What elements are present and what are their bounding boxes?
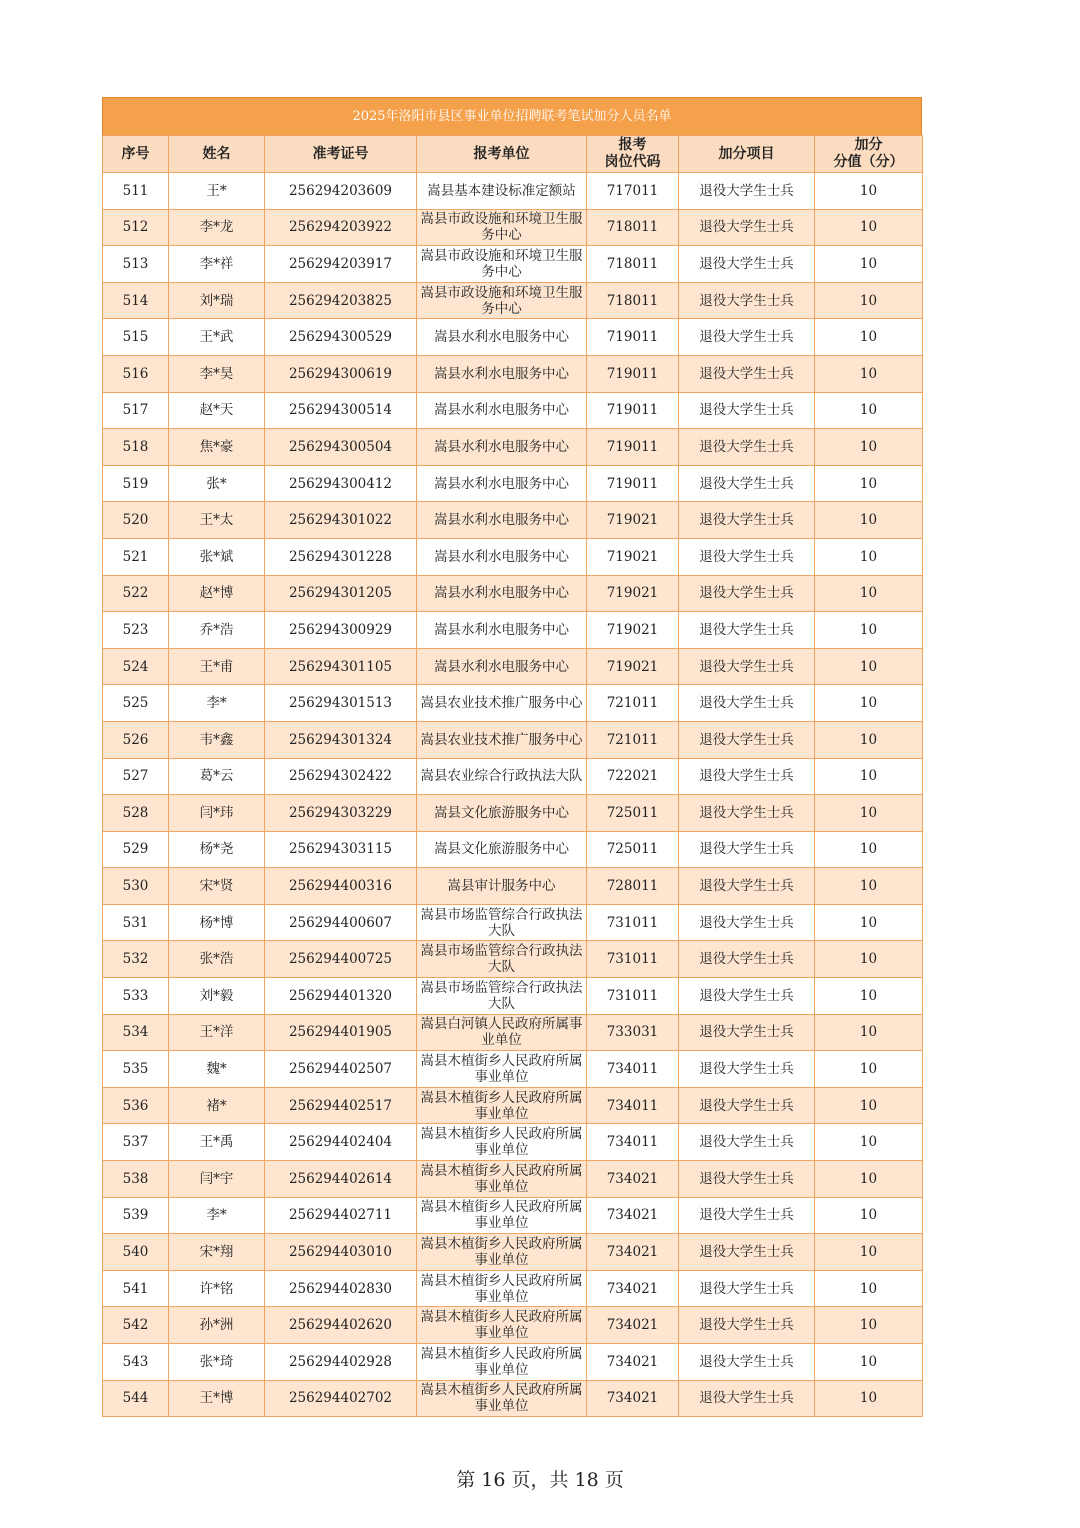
table-row (103, 282, 923, 319)
cell-ticket-no: 256294301205 (265, 575, 417, 612)
cell-name: 宋*翔 (169, 1234, 265, 1271)
cell-unit: 嵩县木植街乡人民政府所属事业单位 (417, 1380, 587, 1417)
cell-name: 张*斌 (169, 538, 265, 575)
table-row (103, 173, 923, 210)
cell-bonus-points: 10 (815, 978, 923, 1015)
cell-ticket-no: 256294301105 (265, 648, 417, 685)
cell-post-code: 719021 (587, 648, 679, 685)
cell-name: 张* (169, 465, 265, 502)
cell-name: 王*禹 (169, 1124, 265, 1161)
cell-bonus-points: 10 (815, 1380, 923, 1417)
cell-unit: 嵩县农业技术推广服务中心 (417, 685, 587, 722)
cell-ticket-no: 256294402711 (265, 1197, 417, 1234)
cell-bonus-item: 退役大学生士兵 (679, 1124, 815, 1161)
table-row (103, 1014, 923, 1051)
table-header (103, 136, 923, 173)
cell-ticket-no: 256294203825 (265, 282, 417, 319)
cell-unit: 嵩县市政设施和环境卫生服务中心 (417, 282, 587, 319)
cell-seq: 529 (103, 831, 169, 868)
cell-name: 张*琦 (169, 1344, 265, 1381)
cell-seq: 540 (103, 1234, 169, 1271)
cell-post-code: 728011 (587, 868, 679, 905)
cell-seq: 535 (103, 1051, 169, 1088)
cell-unit: 嵩县木植街乡人民政府所属事业单位 (417, 1197, 587, 1234)
cell-ticket-no: 256294402614 (265, 1161, 417, 1198)
cell-bonus-points: 10 (815, 1014, 923, 1051)
cell-post-code: 734011 (587, 1051, 679, 1088)
table-row (103, 831, 923, 868)
cell-bonus-item: 退役大学生士兵 (679, 575, 815, 612)
cell-bonus-item: 退役大学生士兵 (679, 173, 815, 210)
cell-bonus-points: 10 (815, 941, 923, 978)
cell-seq: 525 (103, 685, 169, 722)
cell-unit: 嵩县文化旅游服务中心 (417, 831, 587, 868)
cell-bonus-item: 退役大学生士兵 (679, 538, 815, 575)
cell-post-code: 718011 (587, 246, 679, 283)
cell-post-code: 721011 (587, 721, 679, 758)
cell-ticket-no: 256294300619 (265, 355, 417, 392)
header-name: 姓名 (169, 136, 265, 173)
cell-post-code: 725011 (587, 795, 679, 832)
cell-name: 韦*鑫 (169, 721, 265, 758)
cell-post-code: 734021 (587, 1161, 679, 1198)
table-row (103, 209, 923, 246)
cell-ticket-no: 256294301022 (265, 502, 417, 539)
cell-post-code: 734011 (587, 1124, 679, 1161)
cell-unit: 嵩县市政设施和环境卫生服务中心 (417, 209, 587, 246)
cell-name: 王*武 (169, 319, 265, 356)
cell-post-code: 717011 (587, 173, 679, 210)
cell-bonus-item: 退役大学生士兵 (679, 502, 815, 539)
cell-name: 乔*浩 (169, 612, 265, 649)
cell-bonus-item: 退役大学生士兵 (679, 1307, 815, 1344)
cell-post-code: 718011 (587, 209, 679, 246)
cell-bonus-points: 10 (815, 319, 923, 356)
cell-name: 赵*博 (169, 575, 265, 612)
cell-bonus-points: 10 (815, 282, 923, 319)
cell-bonus-points: 10 (815, 173, 923, 210)
cell-seq: 522 (103, 575, 169, 612)
cell-post-code: 718011 (587, 282, 679, 319)
cell-post-code: 734021 (587, 1380, 679, 1417)
table-row (103, 1197, 923, 1234)
cell-unit: 嵩县木植街乡人民政府所属事业单位 (417, 1051, 587, 1088)
cell-bonus-points: 10 (815, 904, 923, 941)
cell-bonus-item: 退役大学生士兵 (679, 355, 815, 392)
cell-post-code: 731011 (587, 904, 679, 941)
cell-ticket-no: 256294301324 (265, 721, 417, 758)
cell-seq: 524 (103, 648, 169, 685)
cell-seq: 519 (103, 465, 169, 502)
cell-bonus-item: 退役大学生士兵 (679, 648, 815, 685)
cell-bonus-points: 10 (815, 502, 923, 539)
header-unit: 报考单位 (417, 136, 587, 173)
cell-ticket-no: 256294402830 (265, 1270, 417, 1307)
cell-bonus-points: 10 (815, 392, 923, 429)
cell-seq: 520 (103, 502, 169, 539)
cell-bonus-points: 10 (815, 429, 923, 466)
cell-post-code: 719021 (587, 612, 679, 649)
table-row (103, 648, 923, 685)
cell-unit: 嵩县木植街乡人民政府所属事业单位 (417, 1270, 587, 1307)
cell-unit: 嵩县水利水电服务中心 (417, 355, 587, 392)
cell-ticket-no: 256294301228 (265, 538, 417, 575)
cell-bonus-points: 10 (815, 246, 923, 283)
table-row (103, 1270, 923, 1307)
cell-name: 李* (169, 685, 265, 722)
cell-ticket-no: 256294400607 (265, 904, 417, 941)
cell-bonus-points: 10 (815, 1161, 923, 1198)
table-row (103, 758, 923, 795)
cell-name: 魏* (169, 1051, 265, 1088)
cell-bonus-item: 退役大学生士兵 (679, 1161, 815, 1198)
cell-unit: 嵩县木植街乡人民政府所属事业单位 (417, 1307, 587, 1344)
table-row (103, 1051, 923, 1088)
cell-bonus-points: 10 (815, 355, 923, 392)
cell-name: 杨*尧 (169, 831, 265, 868)
cell-seq: 531 (103, 904, 169, 941)
table-body (103, 173, 923, 1417)
cell-post-code: 719011 (587, 355, 679, 392)
cell-name: 李*昊 (169, 355, 265, 392)
cell-seq: 511 (103, 173, 169, 210)
cell-bonus-item: 退役大学生士兵 (679, 209, 815, 246)
cell-bonus-item: 退役大学生士兵 (679, 941, 815, 978)
cell-unit: 嵩县农业技术推广服务中心 (417, 721, 587, 758)
cell-bonus-points: 10 (815, 648, 923, 685)
cell-seq: 514 (103, 282, 169, 319)
cell-bonus-points: 10 (815, 1197, 923, 1234)
cell-seq: 543 (103, 1344, 169, 1381)
cell-seq: 527 (103, 758, 169, 795)
cell-ticket-no: 256294300529 (265, 319, 417, 356)
cell-name: 杨*博 (169, 904, 265, 941)
header-row (103, 136, 923, 173)
cell-bonus-item: 退役大学生士兵 (679, 685, 815, 722)
cell-bonus-points: 10 (815, 1270, 923, 1307)
cell-bonus-item: 退役大学生士兵 (679, 612, 815, 649)
cell-post-code: 722021 (587, 758, 679, 795)
cell-bonus-points: 10 (815, 831, 923, 868)
cell-unit: 嵩县水利水电服务中心 (417, 429, 587, 466)
table-row (103, 355, 923, 392)
cell-seq: 534 (103, 1014, 169, 1051)
cell-bonus-item: 退役大学生士兵 (679, 1234, 815, 1271)
table-row (103, 795, 923, 832)
cell-bonus-item: 退役大学生士兵 (679, 868, 815, 905)
cell-seq: 533 (103, 978, 169, 1015)
cell-seq: 518 (103, 429, 169, 466)
cell-bonus-points: 10 (815, 612, 923, 649)
cell-name: 闫*宇 (169, 1161, 265, 1198)
cell-unit: 嵩县市场监管综合行政执法大队 (417, 941, 587, 978)
cell-unit: 嵩县木植街乡人民政府所属事业单位 (417, 1234, 587, 1271)
header-post-code: 报考 岗位代码 (587, 136, 679, 173)
cell-post-code: 719021 (587, 575, 679, 612)
cell-ticket-no: 256294300412 (265, 465, 417, 502)
cell-bonus-points: 10 (815, 1124, 923, 1161)
table-row (103, 1087, 923, 1124)
cell-seq: 536 (103, 1087, 169, 1124)
cell-bonus-points: 10 (815, 1307, 923, 1344)
table-row (103, 1380, 923, 1417)
cell-post-code: 719011 (587, 465, 679, 502)
cell-post-code: 721011 (587, 685, 679, 722)
cell-ticket-no: 256294300929 (265, 612, 417, 649)
cell-ticket-no: 256294401320 (265, 978, 417, 1015)
cell-ticket-no: 256294301513 (265, 685, 417, 722)
cell-bonus-points: 10 (815, 758, 923, 795)
cell-unit: 嵩县木植街乡人民政府所属事业单位 (417, 1344, 587, 1381)
roster-table (102, 135, 923, 1417)
cell-bonus-item: 退役大学生士兵 (679, 1344, 815, 1381)
cell-ticket-no: 256294203609 (265, 173, 417, 210)
cell-name: 王*博 (169, 1380, 265, 1417)
cell-post-code: 719011 (587, 392, 679, 429)
cell-unit: 嵩县市场监管综合行政执法大队 (417, 904, 587, 941)
cell-post-code: 731011 (587, 978, 679, 1015)
cell-name: 焦*豪 (169, 429, 265, 466)
cell-name: 宋*贤 (169, 868, 265, 905)
table-row (103, 429, 923, 466)
cell-unit: 嵩县木植街乡人民政府所属事业单位 (417, 1124, 587, 1161)
cell-name: 李* (169, 1197, 265, 1234)
cell-post-code: 734021 (587, 1344, 679, 1381)
cell-bonus-points: 10 (815, 1087, 923, 1124)
cell-bonus-item: 退役大学生士兵 (679, 282, 815, 319)
cell-seq: 517 (103, 392, 169, 429)
cell-post-code: 719011 (587, 429, 679, 466)
table-row (103, 246, 923, 283)
cell-post-code: 731011 (587, 941, 679, 978)
cell-post-code: 725011 (587, 831, 679, 868)
table-row (103, 941, 923, 978)
cell-seq: 526 (103, 721, 169, 758)
cell-bonus-item: 退役大学生士兵 (679, 1270, 815, 1307)
cell-bonus-item: 退役大学生士兵 (679, 978, 815, 1015)
cell-post-code: 719021 (587, 502, 679, 539)
cell-bonus-item: 退役大学生士兵 (679, 721, 815, 758)
cell-name: 王*太 (169, 502, 265, 539)
header-bonus-item: 加分项目 (679, 136, 815, 173)
cell-bonus-points: 10 (815, 575, 923, 612)
table-row (103, 392, 923, 429)
cell-unit: 嵩县水利水电服务中心 (417, 392, 587, 429)
cell-unit: 嵩县市场监管综合行政执法大队 (417, 978, 587, 1015)
cell-seq: 530 (103, 868, 169, 905)
cell-bonus-item: 退役大学生士兵 (679, 758, 815, 795)
cell-unit: 嵩县市政设施和环境卫生服务中心 (417, 246, 587, 283)
cell-bonus-item: 退役大学生士兵 (679, 831, 815, 868)
cell-name: 王* (169, 173, 265, 210)
cell-seq: 532 (103, 941, 169, 978)
cell-name: 褚* (169, 1087, 265, 1124)
cell-seq: 537 (103, 1124, 169, 1161)
table-row (103, 1307, 923, 1344)
cell-name: 孙*洲 (169, 1307, 265, 1344)
cell-seq: 544 (103, 1380, 169, 1417)
cell-name: 王*甫 (169, 648, 265, 685)
cell-bonus-item: 退役大学生士兵 (679, 246, 815, 283)
cell-ticket-no: 256294300504 (265, 429, 417, 466)
cell-ticket-no: 256294300514 (265, 392, 417, 429)
cell-unit: 嵩县白河镇人民政府所属事业单位 (417, 1014, 587, 1051)
cell-bonus-item: 退役大学生士兵 (679, 1051, 815, 1088)
cell-bonus-points: 10 (815, 465, 923, 502)
cell-seq: 512 (103, 209, 169, 246)
table-row (103, 904, 923, 941)
cell-name: 王*洋 (169, 1014, 265, 1051)
cell-ticket-no: 256294402517 (265, 1087, 417, 1124)
cell-post-code: 734021 (587, 1307, 679, 1344)
table-row (103, 538, 923, 575)
cell-bonus-points: 10 (815, 868, 923, 905)
cell-seq: 521 (103, 538, 169, 575)
table-row (103, 1234, 923, 1271)
table-row (103, 685, 923, 722)
cell-post-code: 734021 (587, 1197, 679, 1234)
cell-ticket-no: 256294203922 (265, 209, 417, 246)
cell-unit: 嵩县审计服务中心 (417, 868, 587, 905)
cell-unit: 嵩县基本建设标准定额站 (417, 173, 587, 210)
cell-seq: 538 (103, 1161, 169, 1198)
cell-name: 刘*毅 (169, 978, 265, 1015)
cell-unit: 嵩县水利水电服务中心 (417, 575, 587, 612)
table-row (103, 502, 923, 539)
page-footer: 第 16 页，共 18 页 (456, 1469, 624, 1491)
cell-name: 刘*瑞 (169, 282, 265, 319)
cell-post-code: 733031 (587, 1014, 679, 1051)
cell-seq: 516 (103, 355, 169, 392)
cell-unit: 嵩县文化旅游服务中心 (417, 795, 587, 832)
cell-unit: 嵩县木植街乡人民政府所属事业单位 (417, 1161, 587, 1198)
cell-seq: 515 (103, 319, 169, 356)
cell-ticket-no: 256294303229 (265, 795, 417, 832)
cell-ticket-no: 256294403010 (265, 1234, 417, 1271)
cell-unit: 嵩县水利水电服务中心 (417, 648, 587, 685)
cell-bonus-item: 退役大学生士兵 (679, 1380, 815, 1417)
table-row (103, 868, 923, 905)
cell-ticket-no: 256294402507 (265, 1051, 417, 1088)
cell-post-code: 719011 (587, 319, 679, 356)
cell-seq: 539 (103, 1197, 169, 1234)
cell-bonus-item: 退役大学生士兵 (679, 1197, 815, 1234)
cell-bonus-points: 10 (815, 1234, 923, 1271)
cell-name: 李*龙 (169, 209, 265, 246)
cell-bonus-item: 退役大学生士兵 (679, 1014, 815, 1051)
cell-bonus-points: 10 (815, 1051, 923, 1088)
cell-ticket-no: 256294402404 (265, 1124, 417, 1161)
cell-post-code: 734011 (587, 1087, 679, 1124)
cell-bonus-points: 10 (815, 685, 923, 722)
cell-bonus-points: 10 (815, 538, 923, 575)
cell-name: 李*祥 (169, 246, 265, 283)
cell-bonus-points: 10 (815, 209, 923, 246)
cell-seq: 542 (103, 1307, 169, 1344)
cell-name: 许*铭 (169, 1270, 265, 1307)
cell-bonus-item: 退役大学生士兵 (679, 904, 815, 941)
cell-seq: 541 (103, 1270, 169, 1307)
cell-ticket-no: 256294402928 (265, 1344, 417, 1381)
cell-post-code: 719021 (587, 538, 679, 575)
cell-unit: 嵩县水利水电服务中心 (417, 538, 587, 575)
table-row (103, 721, 923, 758)
cell-seq: 528 (103, 795, 169, 832)
cell-ticket-no: 256294302422 (265, 758, 417, 795)
cell-unit: 嵩县水利水电服务中心 (417, 612, 587, 649)
cell-ticket-no: 256294203917 (265, 246, 417, 283)
cell-bonus-item: 退役大学生士兵 (679, 465, 815, 502)
cell-unit: 嵩县农业综合行政执法大队 (417, 758, 587, 795)
header-bonus-points: 加分 分值（分） (815, 136, 923, 173)
cell-seq: 523 (103, 612, 169, 649)
cell-bonus-item: 退役大学生士兵 (679, 319, 815, 356)
cell-seq: 513 (103, 246, 169, 283)
table-row (103, 1161, 923, 1198)
table-title: 2025年洛阳市县区事业单位招聘联考笔试加分人员名单 (102, 97, 922, 135)
table-row (103, 1124, 923, 1161)
cell-name: 赵*天 (169, 392, 265, 429)
cell-unit: 嵩县水利水电服务中心 (417, 319, 587, 356)
cell-bonus-item: 退役大学生士兵 (679, 1087, 815, 1124)
cell-name: 闫*玮 (169, 795, 265, 832)
table-row (103, 612, 923, 649)
table-row (103, 1344, 923, 1381)
cell-unit: 嵩县水利水电服务中心 (417, 502, 587, 539)
cell-unit: 嵩县木植街乡人民政府所属事业单位 (417, 1087, 587, 1124)
cell-ticket-no: 256294303115 (265, 831, 417, 868)
header-ticket-no: 准考证号 (265, 136, 417, 173)
roster-sheet (102, 97, 922, 1417)
cell-post-code: 734021 (587, 1234, 679, 1271)
cell-name: 葛*云 (169, 758, 265, 795)
cell-ticket-no: 256294400316 (265, 868, 417, 905)
cell-bonus-item: 退役大学生士兵 (679, 392, 815, 429)
table-row (103, 575, 923, 612)
cell-bonus-points: 10 (815, 795, 923, 832)
cell-bonus-item: 退役大学生士兵 (679, 795, 815, 832)
cell-bonus-points: 10 (815, 721, 923, 758)
cell-post-code: 734021 (587, 1270, 679, 1307)
cell-name: 张*浩 (169, 941, 265, 978)
cell-bonus-points: 10 (815, 1344, 923, 1381)
cell-ticket-no: 256294402702 (265, 1380, 417, 1417)
cell-bonus-item: 退役大学生士兵 (679, 429, 815, 466)
cell-unit: 嵩县水利水电服务中心 (417, 465, 587, 502)
cell-ticket-no: 256294400725 (265, 941, 417, 978)
cell-ticket-no: 256294401905 (265, 1014, 417, 1051)
cell-ticket-no: 256294402620 (265, 1307, 417, 1344)
header-seq: 序号 (103, 136, 169, 173)
table-row (103, 465, 923, 502)
table-row (103, 319, 923, 356)
table-row (103, 978, 923, 1015)
